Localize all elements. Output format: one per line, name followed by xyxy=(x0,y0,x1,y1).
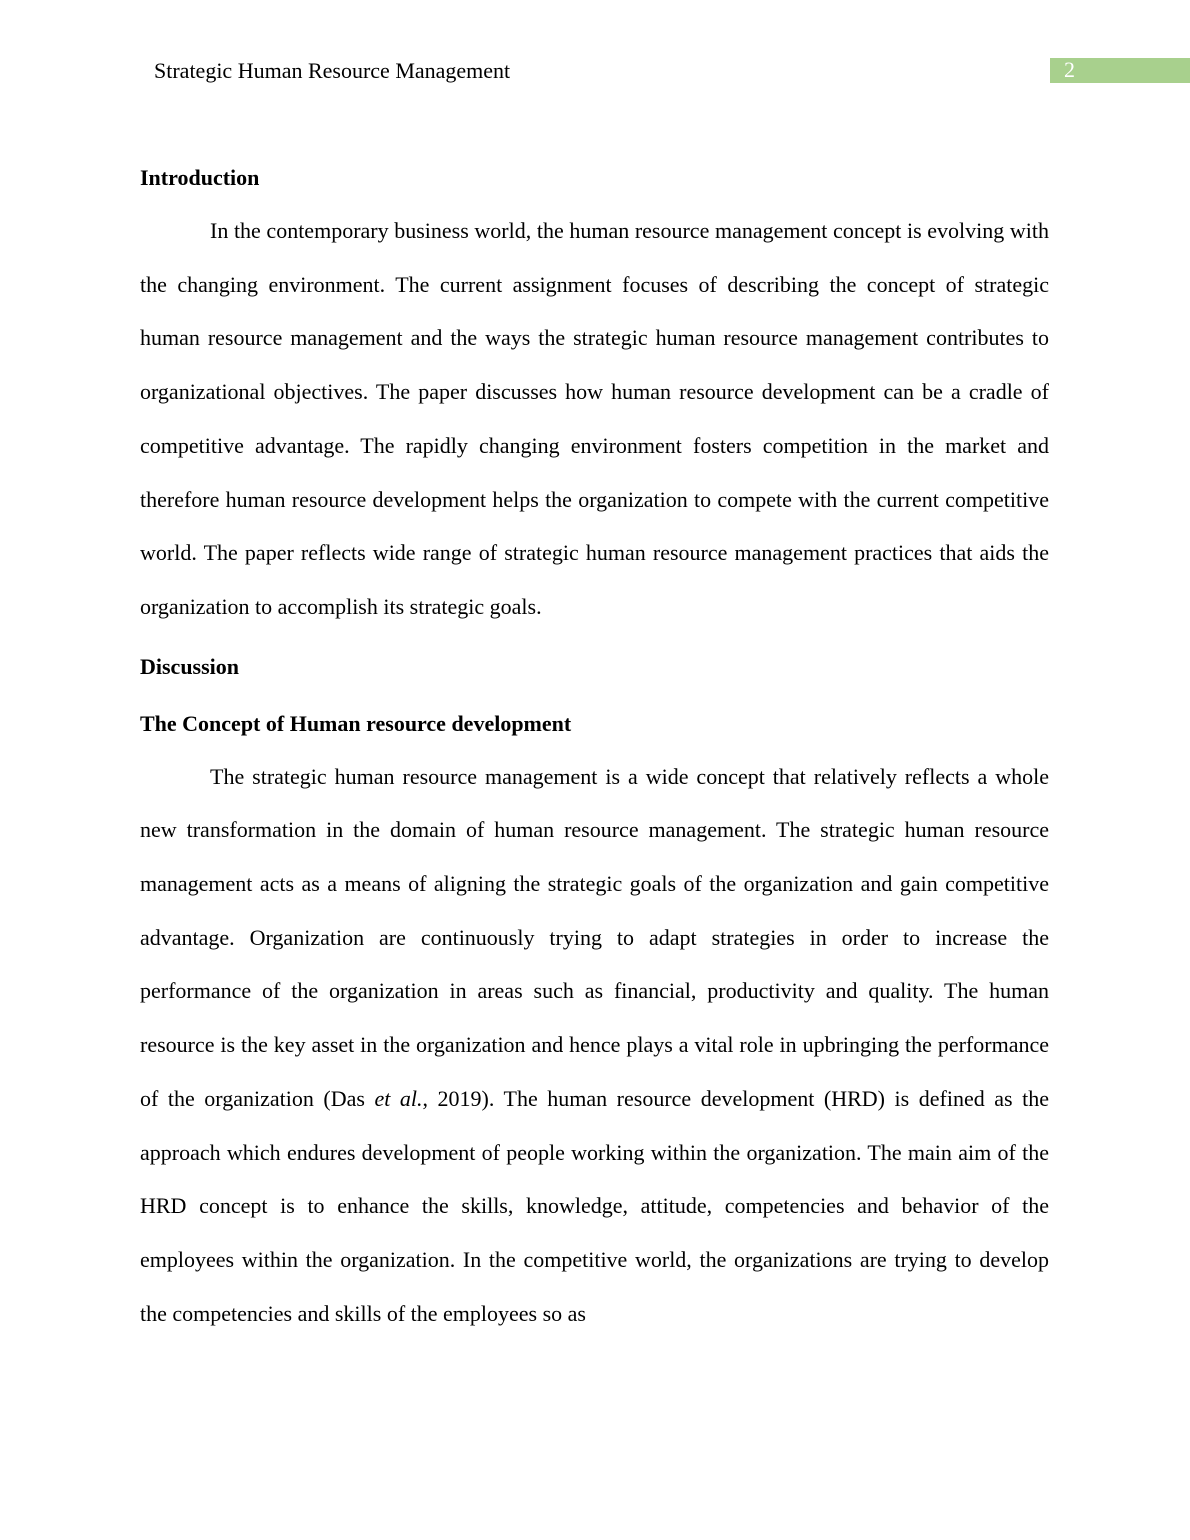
running-header-title: Strategic Human Resource Management xyxy=(154,58,511,83)
spacer xyxy=(140,196,1049,204)
spacer xyxy=(140,634,1049,649)
discussion-text-part-2: , 2019). The human resource development (HRD) is defined as the approach which endures development of people working within the organization. The main aim of the HRD concept is to enhance the skills, knowledge, attitude, competencies and behavior of the employees within the organization. In the competitive world, the organizations are trying to develop the competencies and skills of the employees so as xyxy=(140,1085,1049,1326)
concept-subheading: The Concept of Human resource development xyxy=(140,710,572,736)
spacer xyxy=(140,685,1049,706)
introduction-paragraph: In the contemporary business world, the human resource management concept is evolving with the changing environment. The current assignment focuses of describing the concept of strategic human resource management and the ways the strategic human resource management contributes to organizational objectives. The paper discusses how human resource development can be a cradle of competitive advantage. The rapidly changing environment fosters competition in the market and therefore human resource development helps the organization to compete with the current competitive world. The paper reflects wide range of strategic human resource management practices that aids the organization to accomplish its strategic goals. xyxy=(140,218,1049,619)
introduction-heading: Introduction xyxy=(140,165,260,190)
document-body xyxy=(140,160,1049,1340)
discussion-paragraph xyxy=(140,750,1049,1341)
discussion-text-part-1: The strategic human resource management is a wide concept that relatively reflects a whole new transformation in the domain of human resource management. The strategic human resource management acts as a means of aligning the strategic goals of the organization and gain competitive advantage. Organization are continuously trying to adapt strategies in order to increase the performance of the organization in areas such as financial, productivity and quality. The human resource is the key asset in the organization and hence plays a vital role in upbringing the performance of the organization (Das xyxy=(140,763,1049,1111)
page-number-badge xyxy=(1050,58,1190,83)
discussion-heading: Discussion xyxy=(140,653,240,679)
citation-et-al: et al. xyxy=(374,1085,423,1111)
page-number: 2 xyxy=(1064,57,1075,82)
spacer xyxy=(140,742,1049,750)
